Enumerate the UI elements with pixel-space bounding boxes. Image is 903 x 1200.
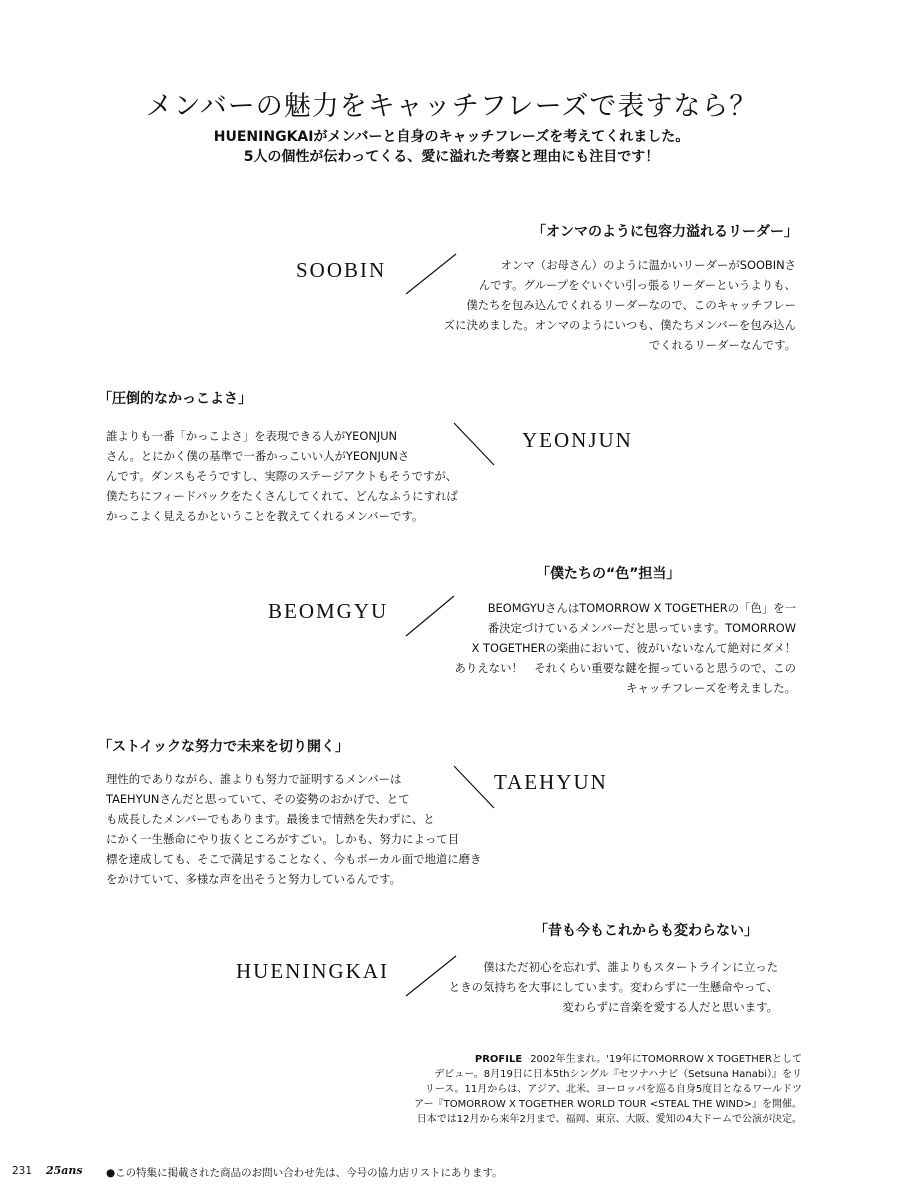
- text-line: かっこよく見えるかということを教えてくれるメンバーです。: [106, 509, 424, 523]
- text-line: 誰よりも一番「かっこよさ」を表現できる人がYEONJUN: [106, 429, 398, 443]
- text-line: 変わらずに音楽を愛する人だと思います。: [562, 1000, 778, 1014]
- divider-slash-taehyun: [452, 764, 496, 810]
- text-line: X TOGETHERの楽曲において、彼がいないなんて絶対にダメ！: [471, 641, 796, 655]
- text-line: んです。ダンスもそうですし、実際のステージアクトもそうですが、: [106, 469, 458, 483]
- text-line: にかく一生懸命にやり抜くところがすごい。しかも、努力によって目: [106, 832, 460, 846]
- divider-slash-yeonjun: [452, 421, 496, 467]
- profile-line: デビュー。8月19日に日本5thシングル『セツナハナビ（Setsuna Hanabi）』をリ: [434, 1069, 802, 1080]
- text-line: BEOMGYUさんはTOMORROW X TOGETHERの「色」を一: [487, 601, 796, 615]
- member-name-soobin: SOOBIN: [296, 258, 387, 282]
- lead-line-2: 5人の個性が伝わってくる、愛に溢れた考察と理由にも注目です！: [243, 149, 660, 165]
- footer-note: ●この特集に掲載された商品のお問い合わせ先は、今号の協力店リストにあります。: [106, 1167, 503, 1179]
- catchphrase-heading-beomgyu: 「僕たちの“色”担当」: [536, 566, 681, 582]
- text-line: ありえない！ それくらい重要な鍵を握っていると思うので、この: [454, 661, 796, 675]
- magazine-logo: 25ans: [46, 1164, 83, 1177]
- catchphrase-heading-yeonjun: 「圧倒的なかっこよさ」: [98, 391, 252, 407]
- text-line: ときの気持ちを大事にしています。変わらずに一生懸命やって、: [448, 980, 778, 994]
- member-text-soobin: [412, 255, 796, 355]
- text-line: オンマ（お母さん）のように温かいリーダーがSOOBINさ: [500, 258, 796, 272]
- profile-text: 2002年生まれ。'19年にTOMORROW X TOGETHERとして: [530, 1054, 802, 1065]
- text-line: 番決定づけているメンバーだと思っています。TOMORROW: [487, 621, 796, 635]
- member-name-hueningkai: HUENINGKAI: [236, 959, 389, 983]
- member-text-beomgyu: [412, 598, 796, 698]
- page-title: メンバーの魅力をキャッチフレーズで表すなら？: [145, 91, 758, 122]
- page-number: 231: [12, 1165, 33, 1177]
- profile-label: PROFILE: [474, 1054, 523, 1065]
- text-line: 標を達成しても、そこで満足することなく、今もボーカル面で地道に磨き: [106, 852, 482, 866]
- member-name-yeonjun: YEONJUN: [522, 428, 633, 452]
- catchphrase-heading-hueningkai: 「昔も今もこれからも変わらない」: [534, 923, 758, 939]
- profile-line: リース。11月からは、アジア、北米、ヨーロッパを巡る自身5度目となるワールドツ: [424, 1084, 802, 1095]
- text-line: さん。とにかく僕の基準で一番かっこいい人がYEONJUNさ: [106, 449, 410, 463]
- lead-line-1: HUENINGKAIがメンバーと自身のキャッチフレーズを考えてくれました。: [213, 129, 690, 145]
- profile-line: [412, 1052, 802, 1067]
- text-line: 僕たちにフィードバックをたくさんしてくれて、どんなふうにすれば: [106, 489, 458, 503]
- member-text-taehyun: [106, 769, 482, 889]
- member-name-beomgyu: BEOMGYU: [268, 599, 389, 623]
- member-text-yeonjun: [106, 426, 466, 526]
- text-line: をかけていて、多様な声を出そうと努力しているんです。: [106, 872, 402, 886]
- profile-line: アー『TOMORROW X TOGETHER WORLD TOUR <STEAL THE WIND>』を開催。: [413, 1099, 802, 1110]
- text-line: 理性的でありながら、誰よりも努力で証明するメンバーは: [106, 772, 402, 786]
- profile-block: [412, 1052, 802, 1127]
- member-name-taehyun: TAEHYUN: [494, 770, 608, 794]
- text-line: 僕たちを包み込んでくれるリーダーなので、このキャッチフレー: [466, 298, 796, 312]
- text-line: 僕はただ初心を忘れず、誰よりもスタートラインに立った: [483, 960, 778, 974]
- catchphrase-heading-soobin: 「オンマのように包容力溢れるリーダー」: [532, 224, 798, 240]
- catchphrase-heading-taehyun: 「ストイックな努力で未来を切り開く」: [98, 739, 350, 755]
- text-line: でくれるリーダーなんです。: [648, 338, 796, 352]
- text-line: キャッチフレーズを考えました。: [626, 681, 796, 695]
- member-text-hueningkai: [412, 957, 778, 1017]
- text-line: んです。グループをぐいぐい引っ張るリーダーというよりも、: [478, 278, 796, 292]
- text-line: も成長したメンバーでもあります。最後まで情熱を失わずに、と: [106, 812, 435, 826]
- text-line: TAEHYUNさんだと思っていて、その姿勢のおかげで、とて: [106, 792, 410, 806]
- text-line: ズに決めました。オンマのようにいつも、僕たちメンバーを包み込ん: [443, 318, 796, 332]
- profile-line: 日本では12月から来年2月まで、福岡、東京、大阪、愛知の4大ドームで公演が決定。: [416, 1114, 802, 1125]
